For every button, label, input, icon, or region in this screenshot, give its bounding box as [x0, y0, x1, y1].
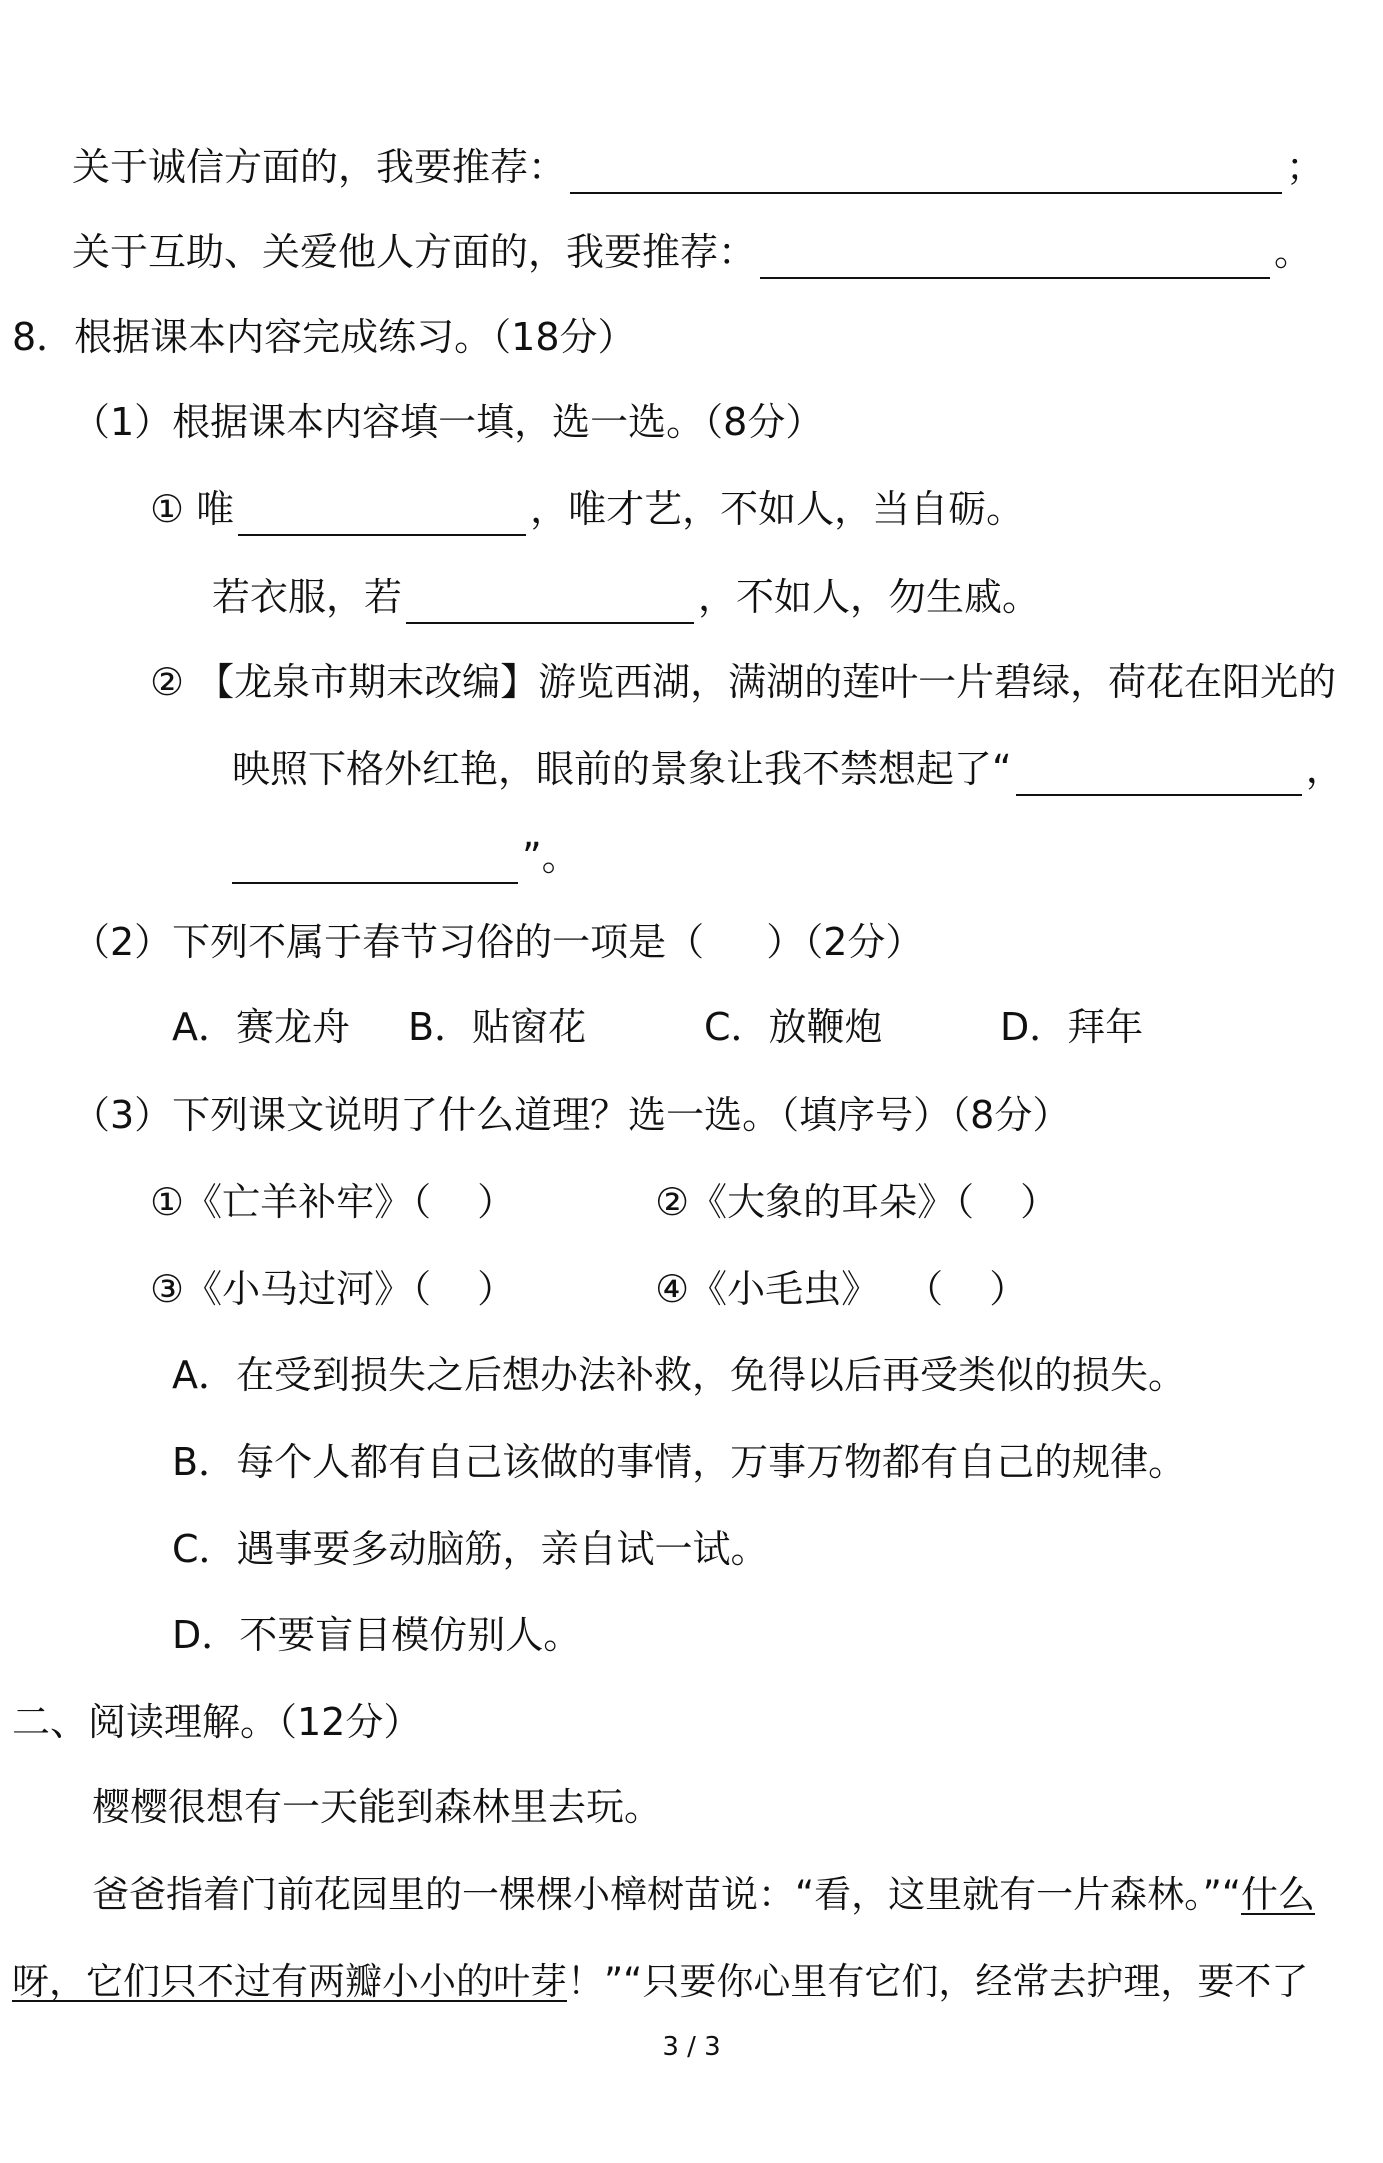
q8-p1-line1-prefix: ① 唯 [150, 487, 235, 531]
q8-p2-option-d: D．拜年 [1000, 1005, 1144, 1049]
q8-p1-line5-suffix: ”。 [522, 835, 580, 879]
q8-title-text: 8．根据课本内容完成练习。（18分） [12, 315, 636, 359]
q8-p1-blank4 [232, 842, 518, 884]
reading-para1-text: 樱樱很想有一天能到森林里去玩。 [92, 1785, 663, 1829]
q8-p2-title-prefix: （2）下列不属于春节习俗的一项是（ [72, 920, 705, 964]
q8-p1-line1-suffix: ，唯才艺，不如人，当自砺。 [530, 487, 1025, 531]
honesty-line [72, 140, 1324, 194]
q8-p3-title-text: （3）下列课文说明了什么道理？选一选。（填序号）（8分） [72, 1093, 1071, 1137]
q8-p3-answer-b-text: B．每个人都有自己该做的事情，万事万物都有自己的规律。 [172, 1440, 1187, 1484]
q8-p3-item1: ①《亡羊补牢》（ [150, 1180, 432, 1224]
help-line [72, 225, 1312, 279]
reading-para2-line1 [92, 1868, 1315, 1922]
q8-p2-title-suffix: ）（2分） [766, 920, 924, 964]
q8-p2-title [72, 915, 923, 969]
q8-p1-line2-suffix: ，不如人，勿生戚。 [698, 575, 1041, 619]
q8-p3-answer-d [172, 1608, 581, 1662]
q8-p3-item4-paren: （ [905, 1267, 944, 1311]
q8-p3-answer-b [172, 1435, 1186, 1489]
q8-p3-item3: ③《小马过河》（ [150, 1267, 432, 1311]
q8-p2-option-c: C．放鞭炮 [704, 1005, 883, 1049]
q8-p3-answer-c [172, 1522, 769, 1576]
q8-p1-title-text: （1）根据课本内容填一填，选一选。（8分） [72, 400, 824, 444]
q8-p1-line4-suffix: ， [1305, 747, 1344, 791]
q8-p1-line5 [232, 830, 580, 884]
q8-p1-blank1 [238, 494, 526, 536]
q8-p1-line2 [212, 570, 1040, 624]
help-end: 。 [1274, 230, 1313, 274]
q8-p3-answer-a-text: A．在受到损失之后想办法补救，免得以后再受类似的损失。 [172, 1353, 1186, 1397]
q8-p3-item2: ②《大象的耳朵》（ [655, 1180, 975, 1224]
q8-p3-item4: ④《小毛虫》 [655, 1267, 880, 1311]
q8-p3-item1-close: ） [477, 1180, 516, 1224]
reading-underlined-start: 什么 [1241, 1873, 1316, 1916]
honesty-label: 关于诚信方面的，我要推荐： [72, 145, 567, 189]
q8-p3-answer-c-text: C．遇事要多动脑筋，亲自试一试。 [172, 1527, 769, 1571]
q8-p1-blank3 [1016, 754, 1302, 796]
q8-p1-line1 [150, 482, 1024, 536]
reading-title [12, 1695, 421, 1749]
page-number: 3 / 3 [662, 2032, 721, 2062]
q8-p1-line3-text: ② 【龙泉市期末改编】游览西湖，满湖的莲叶一片碧绿，荷花在阳光的 [150, 660, 1337, 704]
q8-p3-item4-close: ） [989, 1267, 1028, 1311]
q8-p1-line3 [150, 655, 1336, 709]
q8-p3-title [72, 1088, 1070, 1142]
q8-p2-option-a: A．赛龙舟 [172, 1005, 350, 1049]
reading-underlined-end: 呀，它们只不过有两瓣小小的叶芽 [12, 1960, 567, 2003]
q8-p3-row1 [150, 1175, 1058, 1229]
help-blank [760, 237, 1270, 279]
q8-p1-line4 [232, 742, 1344, 796]
honesty-blank [570, 152, 1282, 194]
honesty-end: ； [1286, 145, 1325, 189]
q8-p1-title [72, 395, 823, 449]
q8-p3-item3-close: ） [477, 1267, 516, 1311]
reading-title-text: 二、阅读理解。（12分） [12, 1700, 422, 1744]
q8-p1-blank2 [406, 582, 694, 624]
q8-p2-options [172, 1000, 1143, 1054]
q8-p2-option-b: B．贴窗花 [408, 1005, 587, 1049]
q8-p1-line4-prefix: 映照下格外红艳，眼前的景象让我不禁想起了“ [232, 747, 1012, 791]
q8-p3-answer-d-text: D．不要盲目模仿别人。 [172, 1613, 582, 1657]
reading-para2-line2-text: ！”“只要你心里有它们，经常去护理，要不了 [567, 1960, 1309, 2003]
reading-para2-line1-text: 爸爸指着门前花园里的一棵棵小樟树苗说：“看，这里就有一片森林。”“ [92, 1873, 1242, 1916]
reading-para1 [92, 1780, 662, 1834]
reading-para2-line2 [12, 1955, 1308, 2009]
q8-p3-row2 [150, 1262, 1027, 1316]
q8-p3-item2-close: ） [1020, 1180, 1059, 1224]
q8-p3-answer-a [172, 1348, 1186, 1402]
q8-title [12, 310, 636, 364]
q8-p1-line2-prefix: 若衣服，若 [212, 575, 403, 619]
help-label: 关于互助、关爱他人方面的，我要推荐： [72, 230, 757, 274]
